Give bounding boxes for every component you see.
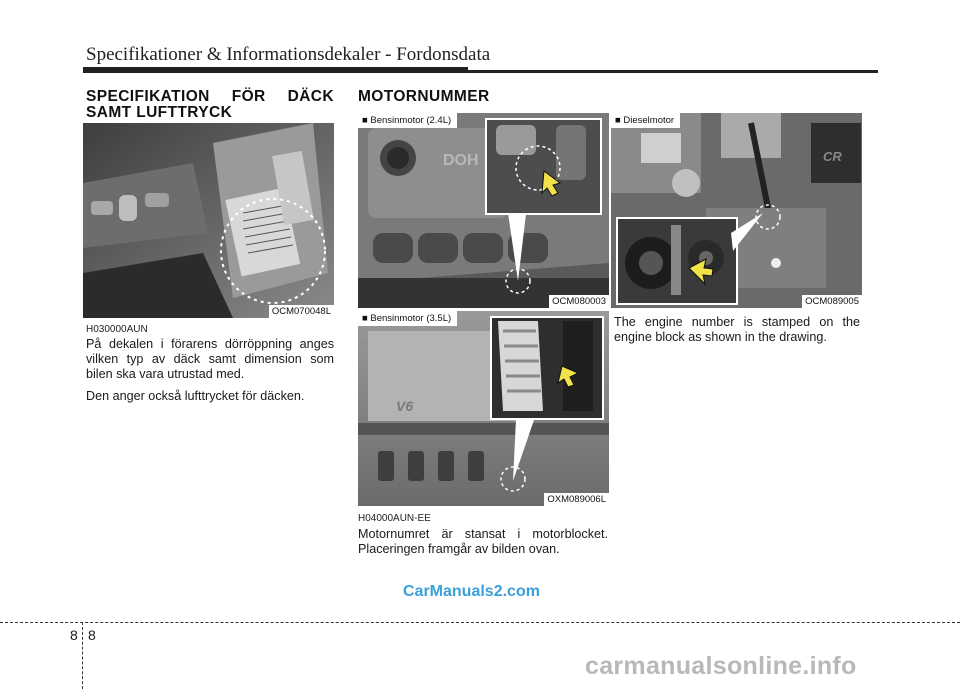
door-photo-caption: OCM070048L <box>269 305 334 318</box>
footer-vertical-rule <box>82 622 83 689</box>
page-number-page: 8 <box>88 627 96 643</box>
engine-paragraph-en: The engine number is stamped on the engine block as shown in the drawing. <box>614 315 860 344</box>
tire-paragraph-2: Den anger också lufttrycket för däcken. <box>86 389 305 403</box>
door-label-photo <box>83 123 334 318</box>
engine-35l-caption: OXM089006L <box>544 493 609 506</box>
engine-photo-24l <box>358 113 609 308</box>
tire-paragraph-1: På dekalen i förarens dörröppning anges vilken typ av däck samt dimension som bilen ska vara utrustad med. <box>86 337 334 381</box>
engine-paragraph-sv: Motornumret är stansat i motorblocket. Placeringen framgår av bilden ovan. <box>358 527 608 556</box>
engine-24l-tag: ■ Bensinmotor (2.4L) <box>358 113 457 128</box>
engine-35l-illustration <box>358 311 609 506</box>
watermark-carmanualsonline[interactable]: carmanualsonline.info <box>585 652 857 680</box>
page-header-title: Specifikationer & Informationsdekaler - Fordonsdata <box>86 44 491 65</box>
tire-title-line2: SAMT LUFTTRYCK <box>86 104 233 121</box>
engine-section-title: MOTORNUMMER <box>358 88 490 105</box>
footer-dashed-rule <box>0 622 960 623</box>
engine-diesel-caption: OCM089005 <box>802 295 862 308</box>
engine-35l-tag: ■ Bensinmotor (3.5L) <box>358 311 457 326</box>
door-label-illustration <box>83 123 334 318</box>
engine-diesel-illustration <box>611 113 862 308</box>
engine-section-code: H04000AUN-EE <box>358 513 431 524</box>
page-number-chapter: 8 <box>70 627 78 643</box>
tire-section-code: H030000AUN <box>86 324 148 335</box>
tire-section-title <box>86 89 334 121</box>
svg-text:CR: CR <box>823 149 842 164</box>
svg-text:DOH: DOH <box>443 152 479 169</box>
engine-diesel-tag: ■ Dieselmotor <box>611 113 680 128</box>
engine-photo-diesel <box>611 113 862 308</box>
engine-24l-illustration <box>358 113 609 308</box>
header-rule-accent <box>83 67 468 73</box>
engine-24l-caption: OCM080003 <box>549 295 609 308</box>
engine-photo-35l <box>358 311 609 506</box>
watermark-carmanuals2[interactable]: CarManuals2.com <box>403 583 540 600</box>
tire-title-line1: SPECIFIKATION FÖR DÄCK <box>86 88 334 105</box>
svg-text:V6: V6 <box>396 398 414 414</box>
